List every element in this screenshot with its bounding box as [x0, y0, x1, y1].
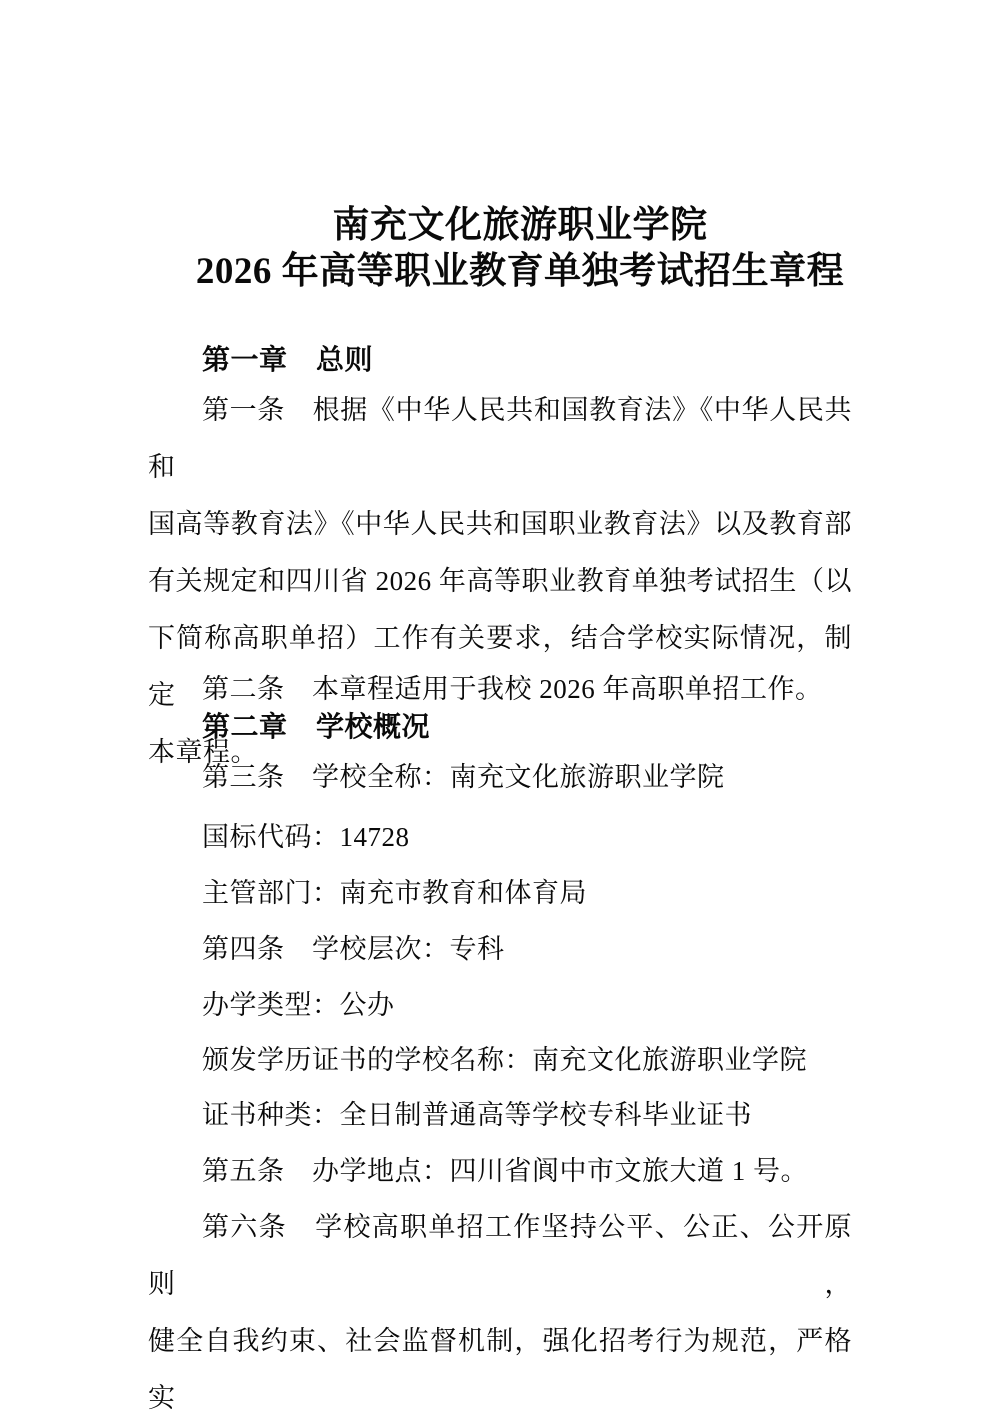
article1-line2: 国高等教育法》《中华人民共和国职业教育法》以及教育部 — [148, 509, 852, 539]
article1-line3: 有关规定和四川省 2026 年高等职业教育单独考试招生（以 — [148, 566, 852, 596]
chapter1-heading: 第一章 总则 — [202, 344, 374, 375]
certificate-school-line: 颁发学历证书的学校名称：南充文化旅游职业学院 — [202, 1045, 807, 1075]
article1-line5: 本章程。 — [148, 737, 258, 767]
national-code-line: 国标代码：14728 — [202, 822, 410, 852]
article1-line4: 下简称高职单招）工作有关要求，结合学校实际情况，制定 — [148, 623, 852, 710]
document-title-line1: 南充文化旅游职业学院 — [332, 205, 708, 246]
chapter2-heading: 第二章 学校概况 — [202, 711, 431, 742]
article6-paragraph — [148, 1199, 852, 1415]
article3-school-name: 第三条 学校全称：南充文化旅游职业学院 — [202, 762, 725, 792]
article6-line1: 第六条 学校高职单招工作坚持公平、公正、公开原则， — [148, 1212, 852, 1299]
article6-line2: 健全自我约束、社会监督机制，强化招考行为规范，严格实 — [148, 1326, 852, 1413]
certificate-kind-line: 证书种类：全日制普通高等学校专科毕业证书 — [202, 1100, 752, 1130]
document-title-line2: 2026 年高等职业教育单独考试招生章程 — [195, 251, 845, 292]
document-title — [148, 203, 852, 295]
article4-school-level: 第四条 学校层次：专科 — [202, 934, 505, 964]
supervisor-line: 主管部门：南充市教育和体育局 — [202, 878, 587, 908]
article1-line1: 第一条 根据《中华人民共和国教育法》《中华人民共和 — [148, 395, 852, 482]
school-type-line: 办学类型：公办 — [202, 990, 395, 1020]
article5-location: 第五条 办学地点：四川省阆中市文旅大道 1 号。 — [202, 1156, 808, 1186]
article2-paragraph: 第二条 本章程适用于我校 2026 年高职单招工作。 — [202, 674, 823, 704]
